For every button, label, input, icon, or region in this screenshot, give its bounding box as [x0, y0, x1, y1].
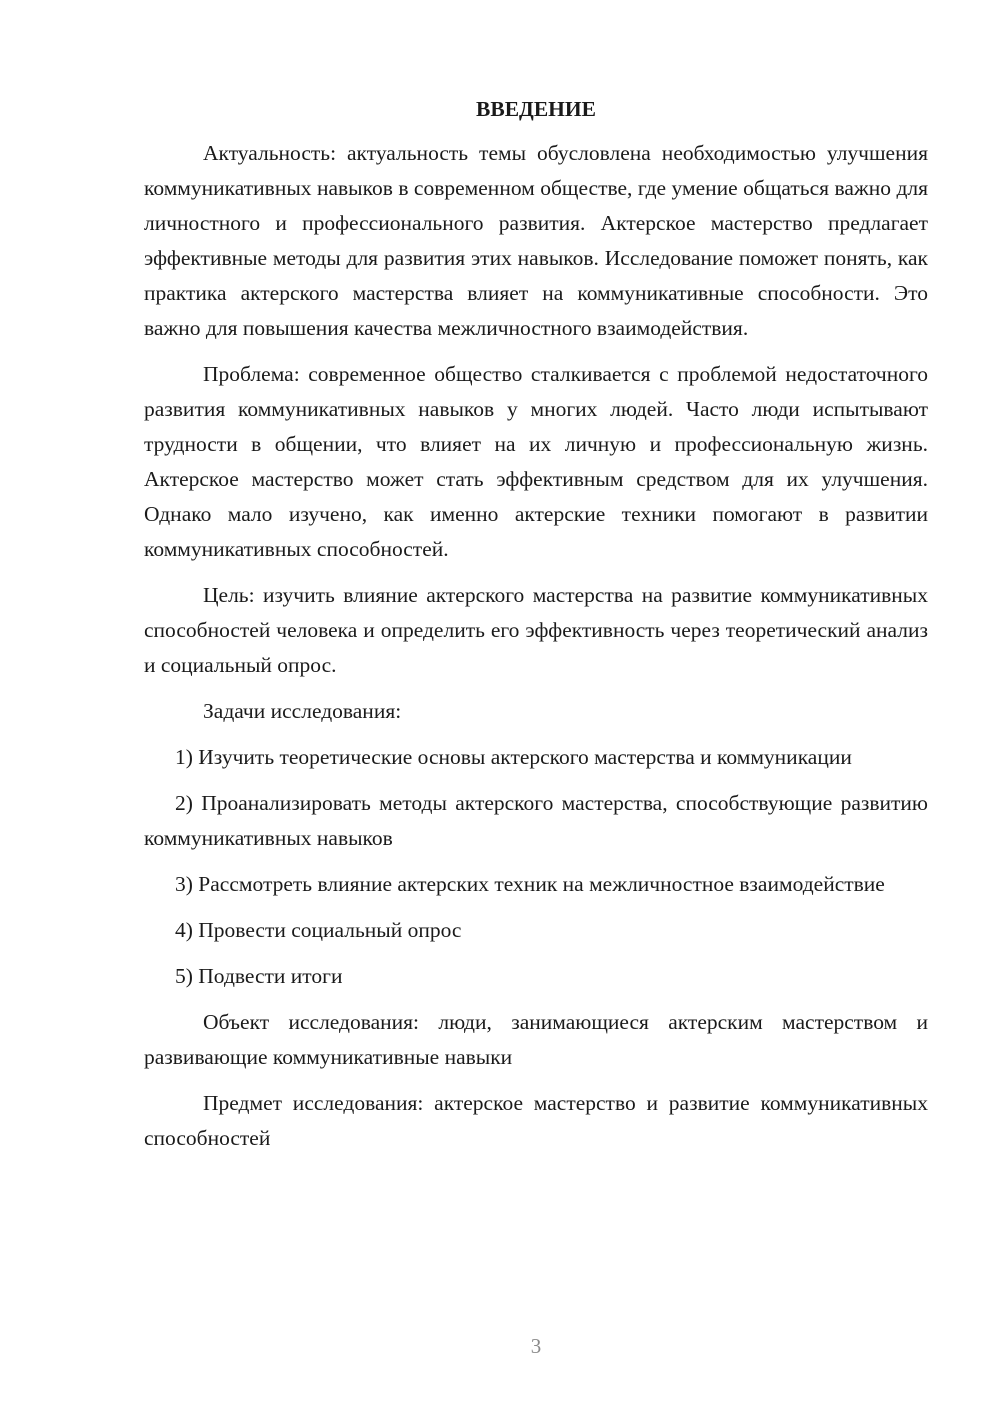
section-title: ВВЕДЕНИЕ	[476, 97, 596, 121]
problem-paragraph: Проблема: современное общество сталкивается с проблемой недостаточного развития коммуникативных навыков у многих людей. Часто люди испытывают трудности в общении, что влияет на их личную и профессиональную жизнь. Актерское мастерство может стать эффективным средством для их улучшения. Однако мало изучено, как именно актерские техники помогают в развитии коммуникативных способностей.	[144, 362, 928, 561]
task-item-2: 2) Проанализировать методы актерского мастерства, способствующие развитию коммуникативных навыков	[144, 791, 928, 850]
relevance-paragraph: Актуальность: актуальность темы обусловлена необходимостью улучшения коммуникативных навыков в современном обществе, где умение общаться важно для личностного и профессионального развития. Актерское мастерство предлагает эффективные методы для развития этих навыков. Исследование поможет понять, как практика актерского мастерства влияет на коммуникативные способности. Это важно для повышения качества межличностного взаимодействия.	[144, 141, 928, 340]
document-page	[144, 94, 928, 1156]
task-item-3: 3) Рассмотреть влияние актерских техник на межличностное взаимодействие	[175, 872, 885, 896]
task-item-1: 1) Изучить теоретические основы актерского мастерства и коммуникации	[175, 745, 852, 769]
page-number: 3	[530, 1334, 542, 1358]
object-paragraph: Объект исследования: люди, занимающиеся актерским мастерством и развивающие коммуникативные навыки	[144, 1010, 928, 1069]
task-item-4: 4) Провести социальный опрос	[175, 918, 462, 942]
task-item-5: 5) Подвести итоги	[175, 964, 343, 988]
tasks-heading: Задачи исследования:	[203, 699, 402, 723]
goal-paragraph: Цель: изучить влияние актерского мастерства на развитие коммуникативных способностей человека и определить его эффективность через теоретический анализ и социальный опрос.	[144, 583, 928, 677]
subject-paragraph: Предмет исследования: актерское мастерство и развитие коммуникативных способностей	[144, 1091, 928, 1150]
tasks-list	[144, 740, 928, 994]
